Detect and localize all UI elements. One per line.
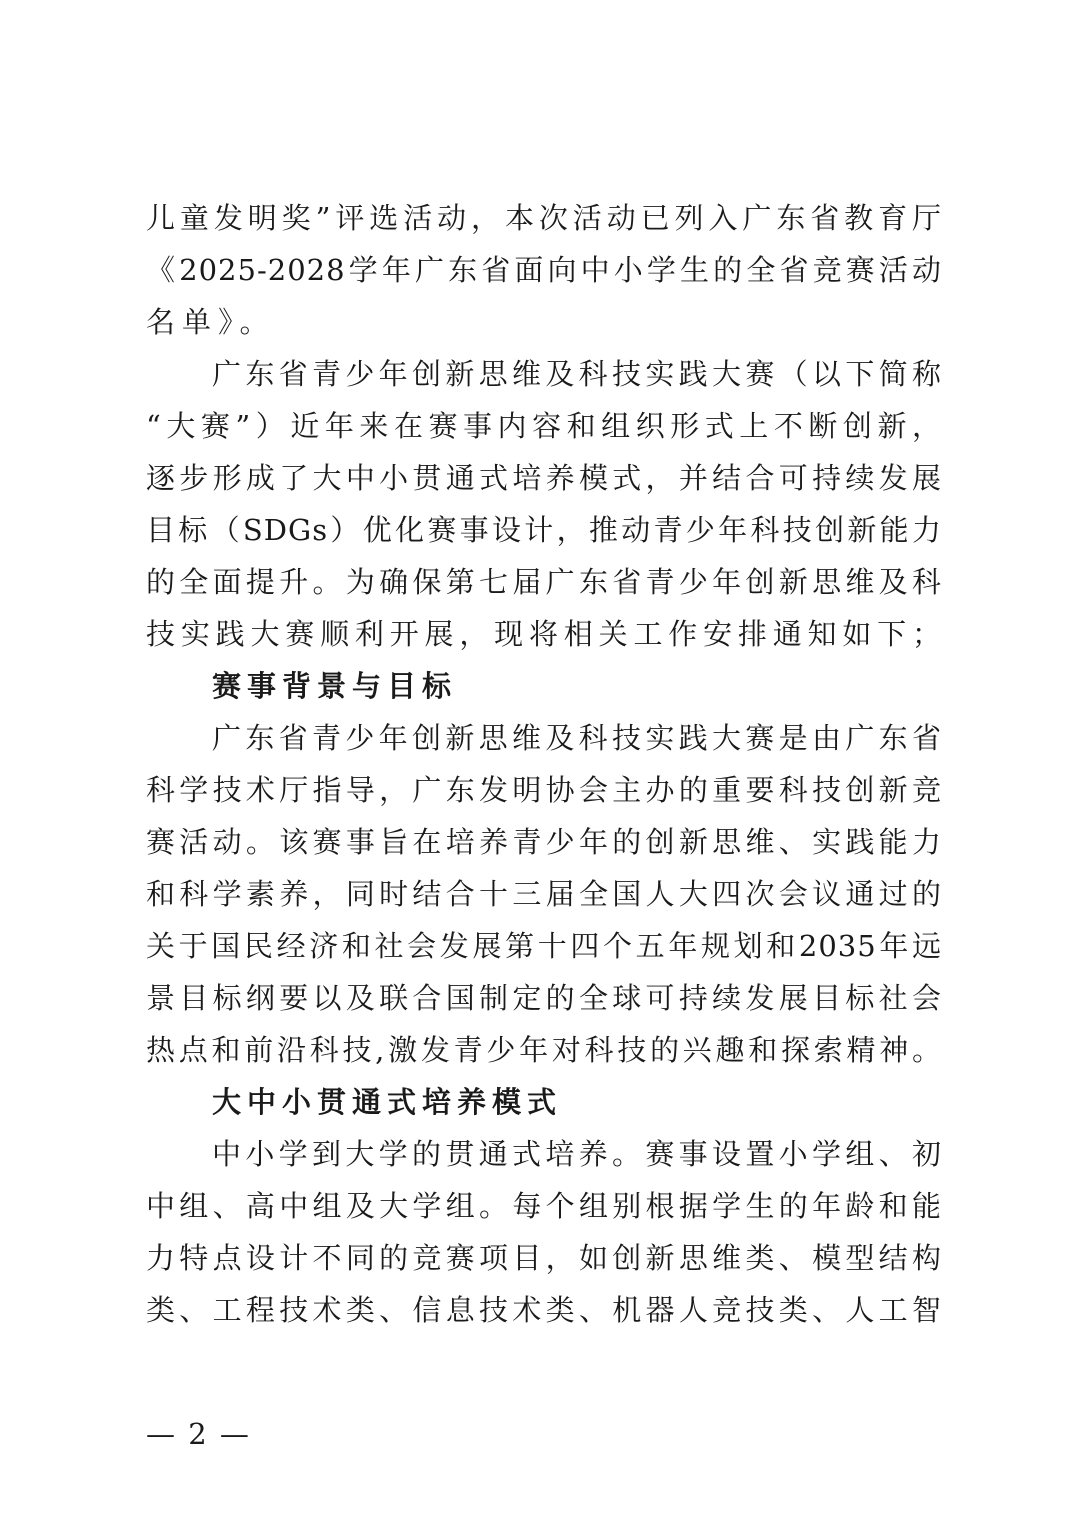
paragraph-line: 的全面提升。为确保第七届广东省青少年创新思维及科: [146, 565, 942, 599]
paragraph-line: 儿童发明奖”评选活动，本次活动已列入广东省教育厅: [146, 201, 942, 235]
paragraph-line: 力特点设计不同的竞赛项目，如创新思维类、模型结构: [146, 1241, 942, 1275]
paragraph-line: 广东省青少年创新思维及科技实践大赛（以下简称: [212, 357, 942, 391]
paragraph-line: 名单》。: [146, 305, 276, 339]
paragraph-line: 关于国民经济和社会发展第十四个五年规划和2035年远: [146, 929, 942, 963]
paragraph-line: 类、工程技术类、信息技术类、机器人竞技类、人工智: [146, 1293, 942, 1327]
paragraph-line: 中组、高中组及大学组。每个组别根据学生的年龄和能: [146, 1189, 942, 1223]
paragraph-line: 热点和前沿科技,激发青少年对科技的兴趣和探索精神。: [146, 1033, 942, 1067]
paragraph-line: 技实践大赛顺利开展，现将相关工作安排通知如下；: [146, 617, 942, 651]
paragraph-line: 景目标纲要以及联合国制定的全球可持续发展目标社会: [146, 981, 942, 1015]
paragraph-line: 目标（SDGs）优化赛事设计，推动青少年科技创新能力: [146, 513, 942, 547]
document-body: [146, 192, 942, 1336]
paragraph-line: 中小学到大学的贯通式培养。赛事设置小学组、初: [212, 1137, 942, 1171]
page-number: — 2 —: [146, 1417, 251, 1451]
paragraph-line: “大赛”）近年来在赛事内容和组织形式上不断创新，: [146, 409, 942, 443]
section-heading: 大中小贯通式培养模式: [212, 1085, 563, 1119]
paragraph-line: 《2025-2028学年广东省面向中小学生的全省竞赛活动: [146, 253, 942, 287]
paragraph-line: 广东省青少年创新思维及科技实践大赛是由广东省: [212, 721, 942, 755]
paragraph-line: 逐步形成了大中小贯通式培养模式，并结合可持续发展: [146, 461, 942, 495]
paragraph-line: 赛活动。该赛事旨在培养青少年的创新思维、实践能力: [146, 825, 942, 859]
section-heading: 赛事背景与目标: [212, 669, 458, 703]
paragraph-line: 和科学素养，同时结合十三届全国人大四次会议通过的: [146, 877, 942, 911]
paragraph-line: 科学技术厅指导，广东发明协会主办的重要科技创新竞: [146, 773, 942, 807]
